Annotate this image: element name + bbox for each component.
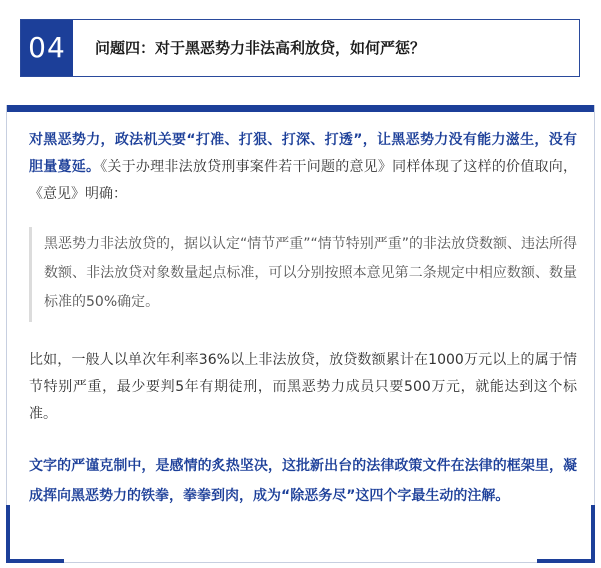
conclusion-paragraph: 文字的严谨克制中，是感情的炙热坚决，这批新出台的法律政策文件在法律的框架里，凝成挥向黑恶势力的铁拳，拳拳到肉，成为“除恶务尽”这四个字最生动的注解。 xyxy=(29,458,577,504)
quote-text: 黑恶势力非法放贷的，据以认定“情节严重”“情节特别严重”的非法放贷数额、违法所得数额、非法放贷对象数量起点标准，可以分别按照本意见第二条规定中相应数额、数量标准的50%确定。 xyxy=(44,236,578,310)
card-top-bar xyxy=(7,105,594,112)
corner-decoration xyxy=(537,559,595,563)
corner-decoration xyxy=(6,505,10,563)
question-title: 问题四：对于黑恶势力非法高利放贷，如何严惩？ xyxy=(95,39,426,57)
corner-decoration xyxy=(591,505,595,563)
corner-decoration xyxy=(6,559,64,563)
intro-highlight: 对黑恶势力，政法机关要“打准、打狠、打深、打透”，让黑恶势力没有能力滋生，没有胆量蔓延。 xyxy=(29,132,577,175)
intro-paragraph xyxy=(29,127,577,208)
blockquote xyxy=(29,227,577,322)
example-paragraph: 比如，一般人以单次年利率36%以上非法放贷，放贷数额累计在1000万元以上的属于情节特别严重，最少要判5年有期徒刑，而黑恶势力成员只要500万元，就能达到这个标准。 xyxy=(29,352,577,422)
answer-card xyxy=(6,105,595,563)
question-number-badge: 04 xyxy=(21,20,73,76)
intro-text: 《关于办理非法放贷刑事案件若干问题的意见》同样体现了这样的价值取向，《意见》明确： xyxy=(29,159,578,202)
question-header xyxy=(20,19,580,77)
